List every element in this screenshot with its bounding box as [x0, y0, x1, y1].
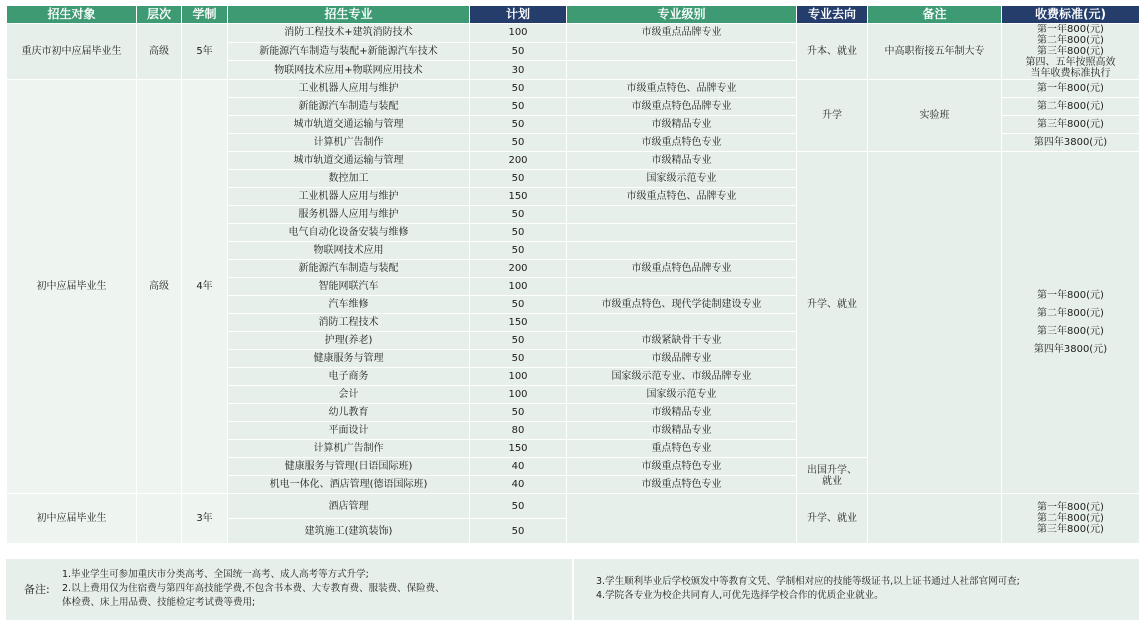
- table-row: [7, 80, 1140, 98]
- notes-right-text: [596, 575, 1136, 603]
- group1-remark: 中高职衔接五年制大专: [868, 24, 1002, 80]
- plan-cell: 50: [470, 494, 567, 519]
- plan-cell: 40: [470, 458, 567, 476]
- fee-line: 当年收费标准执行: [1030, 68, 1111, 79]
- major-cell: 电气自动化设备安装与维修: [228, 224, 470, 242]
- plan-cell: 50: [470, 206, 567, 224]
- note-line: 体检费、床上用品费、技能检定考试费等费用;: [62, 597, 256, 608]
- group2-level: 高级: [137, 80, 182, 494]
- major-cell: 酒店管理: [228, 494, 470, 519]
- grade-cell: 市级重点特色、品牌专业: [567, 80, 797, 98]
- group2-remark-a: 实验班: [868, 80, 1002, 152]
- fee-line: 第四、五年按照高效: [1025, 57, 1116, 68]
- group3-fee: [1002, 494, 1140, 544]
- group2-direction-c: 出国升学、就业: [797, 458, 868, 494]
- grade-cell: 市级重点特色专业: [567, 134, 797, 152]
- header-remark: 备注: [868, 6, 1002, 24]
- major-cell: 电子商务: [228, 368, 470, 386]
- major-cell: 新能源汽车制造与装配: [228, 260, 470, 278]
- header-plan: 计划: [470, 6, 567, 24]
- major-cell: 健康服务与管理(日语国际班): [228, 458, 470, 476]
- header-years: 学制: [182, 6, 228, 24]
- grade-cell: 国家级示范专业、市级品牌专业: [567, 368, 797, 386]
- note-line: 3.学生顺利毕业后学校颁发中等教育文凭、学制相对应的技能等级证书,以上证书通过人社部官网可查;: [596, 576, 1020, 587]
- plan-cell: 50: [470, 116, 567, 134]
- plan-cell: 150: [470, 188, 567, 206]
- fee-line: 第二年800(元): [1037, 513, 1104, 524]
- grade-cell: 市级精品专业: [567, 404, 797, 422]
- header-target: 招生对象: [7, 6, 137, 24]
- group3-years: 3年: [182, 494, 228, 544]
- major-cell: 会计: [228, 386, 470, 404]
- grade-cell: [567, 206, 797, 224]
- header-grade: 专业级别: [567, 6, 797, 24]
- group2-fee-b: [1002, 152, 1140, 494]
- grade-cell: 重点特色专业: [567, 440, 797, 458]
- group1-direction: 升本、就业: [797, 24, 868, 80]
- table-body: [7, 24, 1140, 544]
- major-cell: 数控加工: [228, 170, 470, 188]
- fee-line: 第三年800(元): [1037, 524, 1104, 535]
- grade-cell: 市级品牌专业: [567, 350, 797, 368]
- plan-cell: 200: [470, 260, 567, 278]
- grade-cell: 市级重点特色专业: [567, 476, 797, 494]
- notes-left-text: [62, 568, 562, 610]
- table-row: [7, 24, 1140, 43]
- header-major: 招生专业: [228, 6, 470, 24]
- note-line: 1.毕业学生可参加重庆市分类高考、全国统一高考、成人高考等方式升学;: [62, 569, 369, 580]
- major-cell: 计算机广告制作: [228, 134, 470, 152]
- plan-cell: 50: [470, 224, 567, 242]
- grade-cell: 国家级示范专业: [567, 170, 797, 188]
- major-cell: 建筑施工(建筑装饰): [228, 519, 470, 544]
- group2-years: 4年: [182, 80, 228, 494]
- fee-line: 第三年800(元): [1037, 325, 1104, 337]
- major-cell: 消防工程技术: [228, 314, 470, 332]
- plan-cell: 50: [470, 134, 567, 152]
- grade-cell: 国家级示范专业: [567, 386, 797, 404]
- major-cell: 健康服务与管理: [228, 350, 470, 368]
- plan-cell: 50: [470, 98, 567, 116]
- fee-line: 第二年800(元): [1037, 307, 1104, 319]
- plan-cell: 50: [470, 519, 567, 544]
- enrollment-table: [6, 5, 1140, 544]
- plan-cell: 150: [470, 314, 567, 332]
- grade-cell: [567, 242, 797, 260]
- major-cell: 城市轨道交通运输与管理: [228, 116, 470, 134]
- header-fee: 收费标准(元): [1002, 6, 1140, 24]
- fee-cell: 第四年3800(元): [1002, 134, 1140, 152]
- major-cell: 物联网技术应用: [228, 242, 470, 260]
- plan-cell: 50: [470, 170, 567, 188]
- plan-cell: 50: [470, 242, 567, 260]
- plan-cell: 50: [470, 42, 567, 61]
- major-cell: 智能网联汽车: [228, 278, 470, 296]
- group1-years: 5年: [182, 24, 228, 80]
- group2-remark-b: [868, 152, 1002, 494]
- plan-cell: 100: [470, 278, 567, 296]
- grade-cell: 市级重点特色品牌专业: [567, 98, 797, 116]
- group3-grade: [567, 494, 797, 544]
- plan-cell: 50: [470, 350, 567, 368]
- group1-level: 高级: [137, 24, 182, 80]
- major-cell: 工业机器人应用与维护: [228, 188, 470, 206]
- plan-cell: 50: [470, 296, 567, 314]
- grade-cell: [567, 61, 797, 80]
- grade-cell: 市级重点品牌专业: [567, 24, 797, 43]
- group3-level: [137, 494, 182, 544]
- header-row: [7, 6, 1140, 24]
- grade-cell: [567, 278, 797, 296]
- plan-cell: 100: [470, 368, 567, 386]
- notes-left-panel: [6, 559, 572, 620]
- group1-target: 重庆市初中应届毕业生: [7, 24, 137, 80]
- group2-direction-b: 升学、就业: [797, 152, 868, 458]
- table-row: [7, 494, 1140, 519]
- group3-remark: [868, 494, 1002, 544]
- plan-cell: 100: [470, 386, 567, 404]
- major-cell: 服务机器人应用与维护: [228, 206, 470, 224]
- note-line: 4.学院各专业为校企共同育人,可优先选择学校合作的优质企业就业。: [596, 590, 884, 601]
- plan-cell: 50: [470, 404, 567, 422]
- notes-section: [6, 559, 1139, 620]
- notes-right-panel: [574, 559, 1139, 620]
- grade-cell: 市级重点特色专业: [567, 458, 797, 476]
- grade-cell: 市级重点特色品牌专业: [567, 260, 797, 278]
- fee-line: 第一年800(元): [1037, 24, 1104, 35]
- fee-line: 第三年800(元): [1037, 46, 1104, 57]
- plan-cell: 50: [470, 332, 567, 350]
- grade-cell: 市级精品专业: [567, 116, 797, 134]
- major-cell: 消防工程技术+建筑消防技术: [228, 24, 470, 43]
- group1-fee: [1002, 24, 1140, 80]
- notes-title: 备注:: [24, 583, 50, 596]
- plan-cell: 40: [470, 476, 567, 494]
- grade-cell: 市级精品专业: [567, 422, 797, 440]
- plan-cell: 150: [470, 440, 567, 458]
- fee-line: 第一年800(元): [1037, 502, 1104, 513]
- plan-cell: 200: [470, 152, 567, 170]
- grade-cell: [567, 42, 797, 61]
- fee-cell: 第三年800(元): [1002, 116, 1140, 134]
- major-cell: 新能源汽车制造与装配: [228, 98, 470, 116]
- major-cell: 工业机器人应用与维护: [228, 80, 470, 98]
- grade-cell: 市级重点特色、现代学徒制建设专业: [567, 296, 797, 314]
- group3-target: 初中应届毕业生: [7, 494, 137, 544]
- header-level: 层次: [137, 6, 182, 24]
- grade-cell: 市级紧缺骨干专业: [567, 332, 797, 350]
- major-cell: 计算机广告制作: [228, 440, 470, 458]
- major-cell: 汽车维修: [228, 296, 470, 314]
- major-cell: 物联网技术应用+物联网应用技术: [228, 61, 470, 80]
- grade-cell: 市级精品专业: [567, 152, 797, 170]
- grade-cell: 市级重点特色、品牌专业: [567, 188, 797, 206]
- header-direction: 专业去向: [797, 6, 868, 24]
- grade-cell: [567, 314, 797, 332]
- major-cell: 城市轨道交通运输与管理: [228, 152, 470, 170]
- major-cell: 护理(养老): [228, 332, 470, 350]
- fee-line: 第四年3800(元): [1033, 343, 1108, 355]
- plan-cell: 80: [470, 422, 567, 440]
- grade-cell: [567, 224, 797, 242]
- group2-direction-a: 升学: [797, 80, 868, 152]
- group3-direction: 升学、就业: [797, 494, 868, 544]
- major-cell: 机电一体化、酒店管理(德语国际班): [228, 476, 470, 494]
- group2-target: 初中应届毕业生: [7, 80, 137, 494]
- note-line: 2.以上费用仅为住宿费与第四年高技能学费,不包含书本费、大专教育费、服装费、保险费、: [62, 583, 445, 594]
- fee-cell: 第二年800(元): [1002, 98, 1140, 116]
- fee-cell: 第一年800(元): [1002, 80, 1140, 98]
- major-cell: 幼儿教育: [228, 404, 470, 422]
- major-cell: 新能源汽车制造与装配+新能源汽车技术: [228, 42, 470, 61]
- plan-cell: 100: [470, 24, 567, 43]
- major-cell: 平面设计: [228, 422, 470, 440]
- plan-cell: 50: [470, 80, 567, 98]
- plan-cell: 30: [470, 61, 567, 80]
- fee-line: 第二年800(元): [1037, 35, 1104, 46]
- fee-line: 第一年800(元): [1037, 289, 1104, 301]
